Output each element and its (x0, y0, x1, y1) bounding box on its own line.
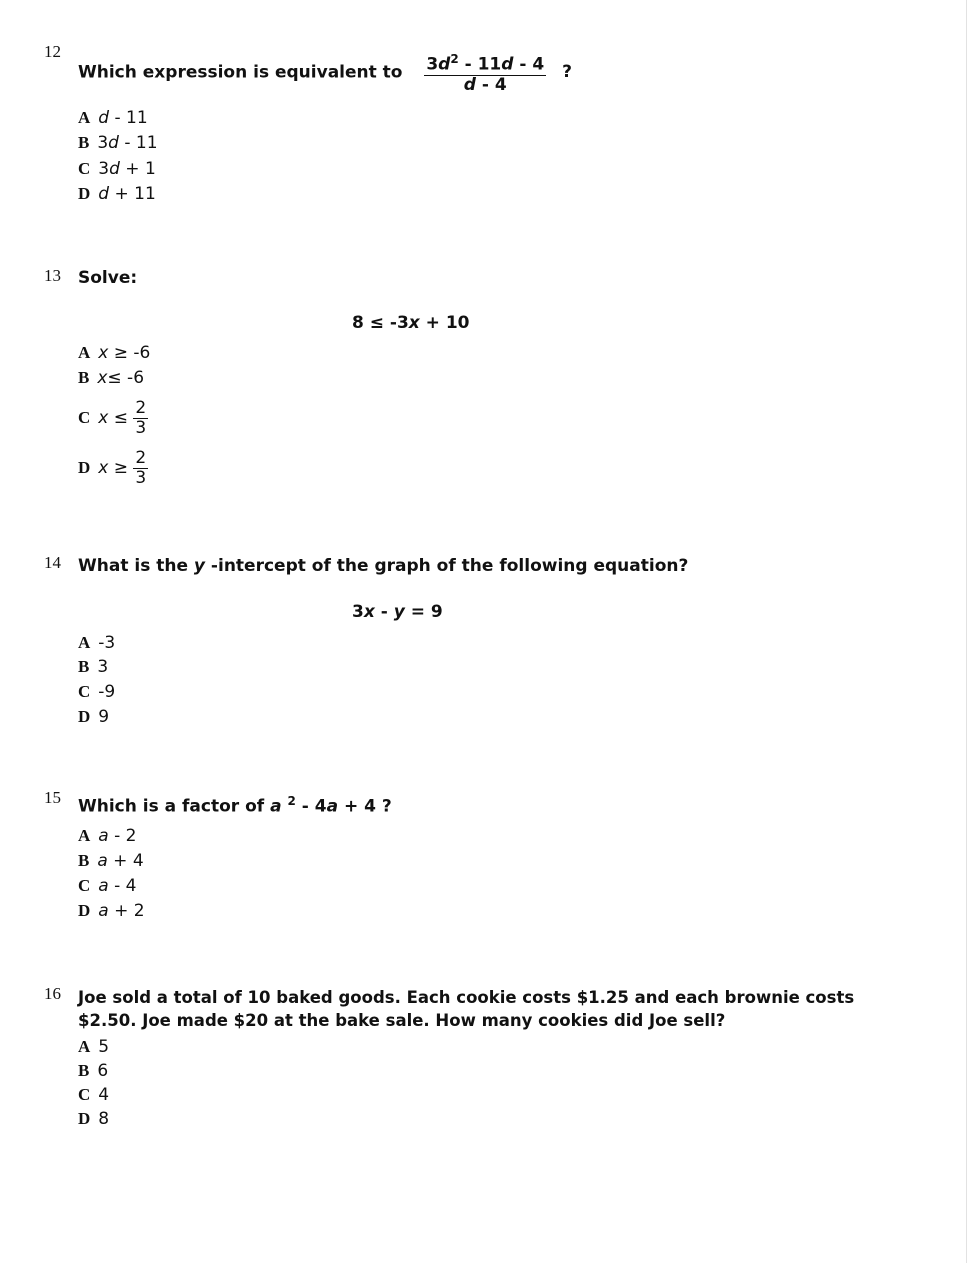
fraction: $\frac{2}{3}$ (135, 447, 147, 488)
question-16-stem-line-1: Joe sold a total of 10 baked goods. Each cookie costs $1.25 and each brownie costs (78, 988, 855, 1007)
question-12-fraction (424, 50, 546, 95)
question-16-number: 16 (44, 984, 61, 1003)
question-15-choice-b[interactable]: B a + 4 (78, 851, 144, 871)
fraction-numerator: $3d^2 - 11d - 4$ (426, 52, 545, 75)
question-15-choice-c[interactable]: C a - 4 (78, 876, 137, 896)
question-13-number: 13 (44, 266, 61, 285)
question-12-choice-d[interactable]: D d + 11 (78, 184, 156, 204)
question-14-choice-b[interactable]: B 3 (78, 657, 109, 677)
question-13-choice-d[interactable]: D x ≥ $\frac{2}{3}$ (78, 447, 147, 488)
fraction: $\frac{2}{3}$ (135, 397, 147, 438)
question-14-choice-d[interactable]: D 9 (78, 707, 110, 727)
question-14-choice-c[interactable]: C -9 (78, 682, 116, 702)
question-13-stem: Solve: (78, 268, 138, 288)
question-12-number: 12 (44, 42, 61, 61)
question-14-equation: 3x - y = 9 (352, 602, 443, 622)
fraction-denominator: d - 4 (463, 74, 507, 95)
question-12-stem-suffix: ? (562, 62, 572, 83)
question-13-choice-c[interactable]: C x ≤ $\frac{2}{3}$ (78, 397, 147, 438)
question-15-choice-d[interactable]: D a + 2 (78, 901, 145, 921)
question-16-stem-line-2: $2.50. Joe made $20 at the bake sale. How many cookies did Joe sell? (78, 1011, 726, 1030)
question-12-choice-c[interactable]: C 3d + 1 (78, 159, 156, 179)
question-12-stem (78, 50, 572, 95)
question-13-choice-b[interactable]: B x≤ -6 (78, 368, 145, 388)
question-13-equation: 8 ≤ -3x + 10 (352, 313, 470, 333)
question-15-number: 15 (44, 788, 61, 807)
page-edge (966, 0, 967, 1263)
question-14-number: 14 (44, 553, 61, 572)
question-12-stem-prefix: Which expression is equivalent to (78, 62, 403, 83)
question-14-choice-a[interactable]: A -3 (78, 633, 116, 653)
question-16-choice-a[interactable]: A 5 (78, 1037, 110, 1057)
question-12-choice-b[interactable]: B 3d - 11 (78, 133, 158, 153)
question-13-choice-a[interactable]: A x ≥ -6 (78, 343, 151, 363)
question-16-choice-d[interactable]: D 8 (78, 1109, 110, 1129)
question-14-stem: What is the y -intercept of the graph of the following equation? (78, 556, 689, 576)
question-15-stem: Which is a factor of a $^2$ - 4a + 4 ? (78, 794, 392, 817)
question-12-choice-a[interactable]: A d - 11 (78, 108, 148, 128)
question-16-choice-c[interactable]: C 4 (78, 1085, 110, 1105)
question-16-choice-b[interactable]: B 6 (78, 1061, 109, 1081)
question-15-choice-a[interactable]: A a - 2 (78, 826, 137, 846)
